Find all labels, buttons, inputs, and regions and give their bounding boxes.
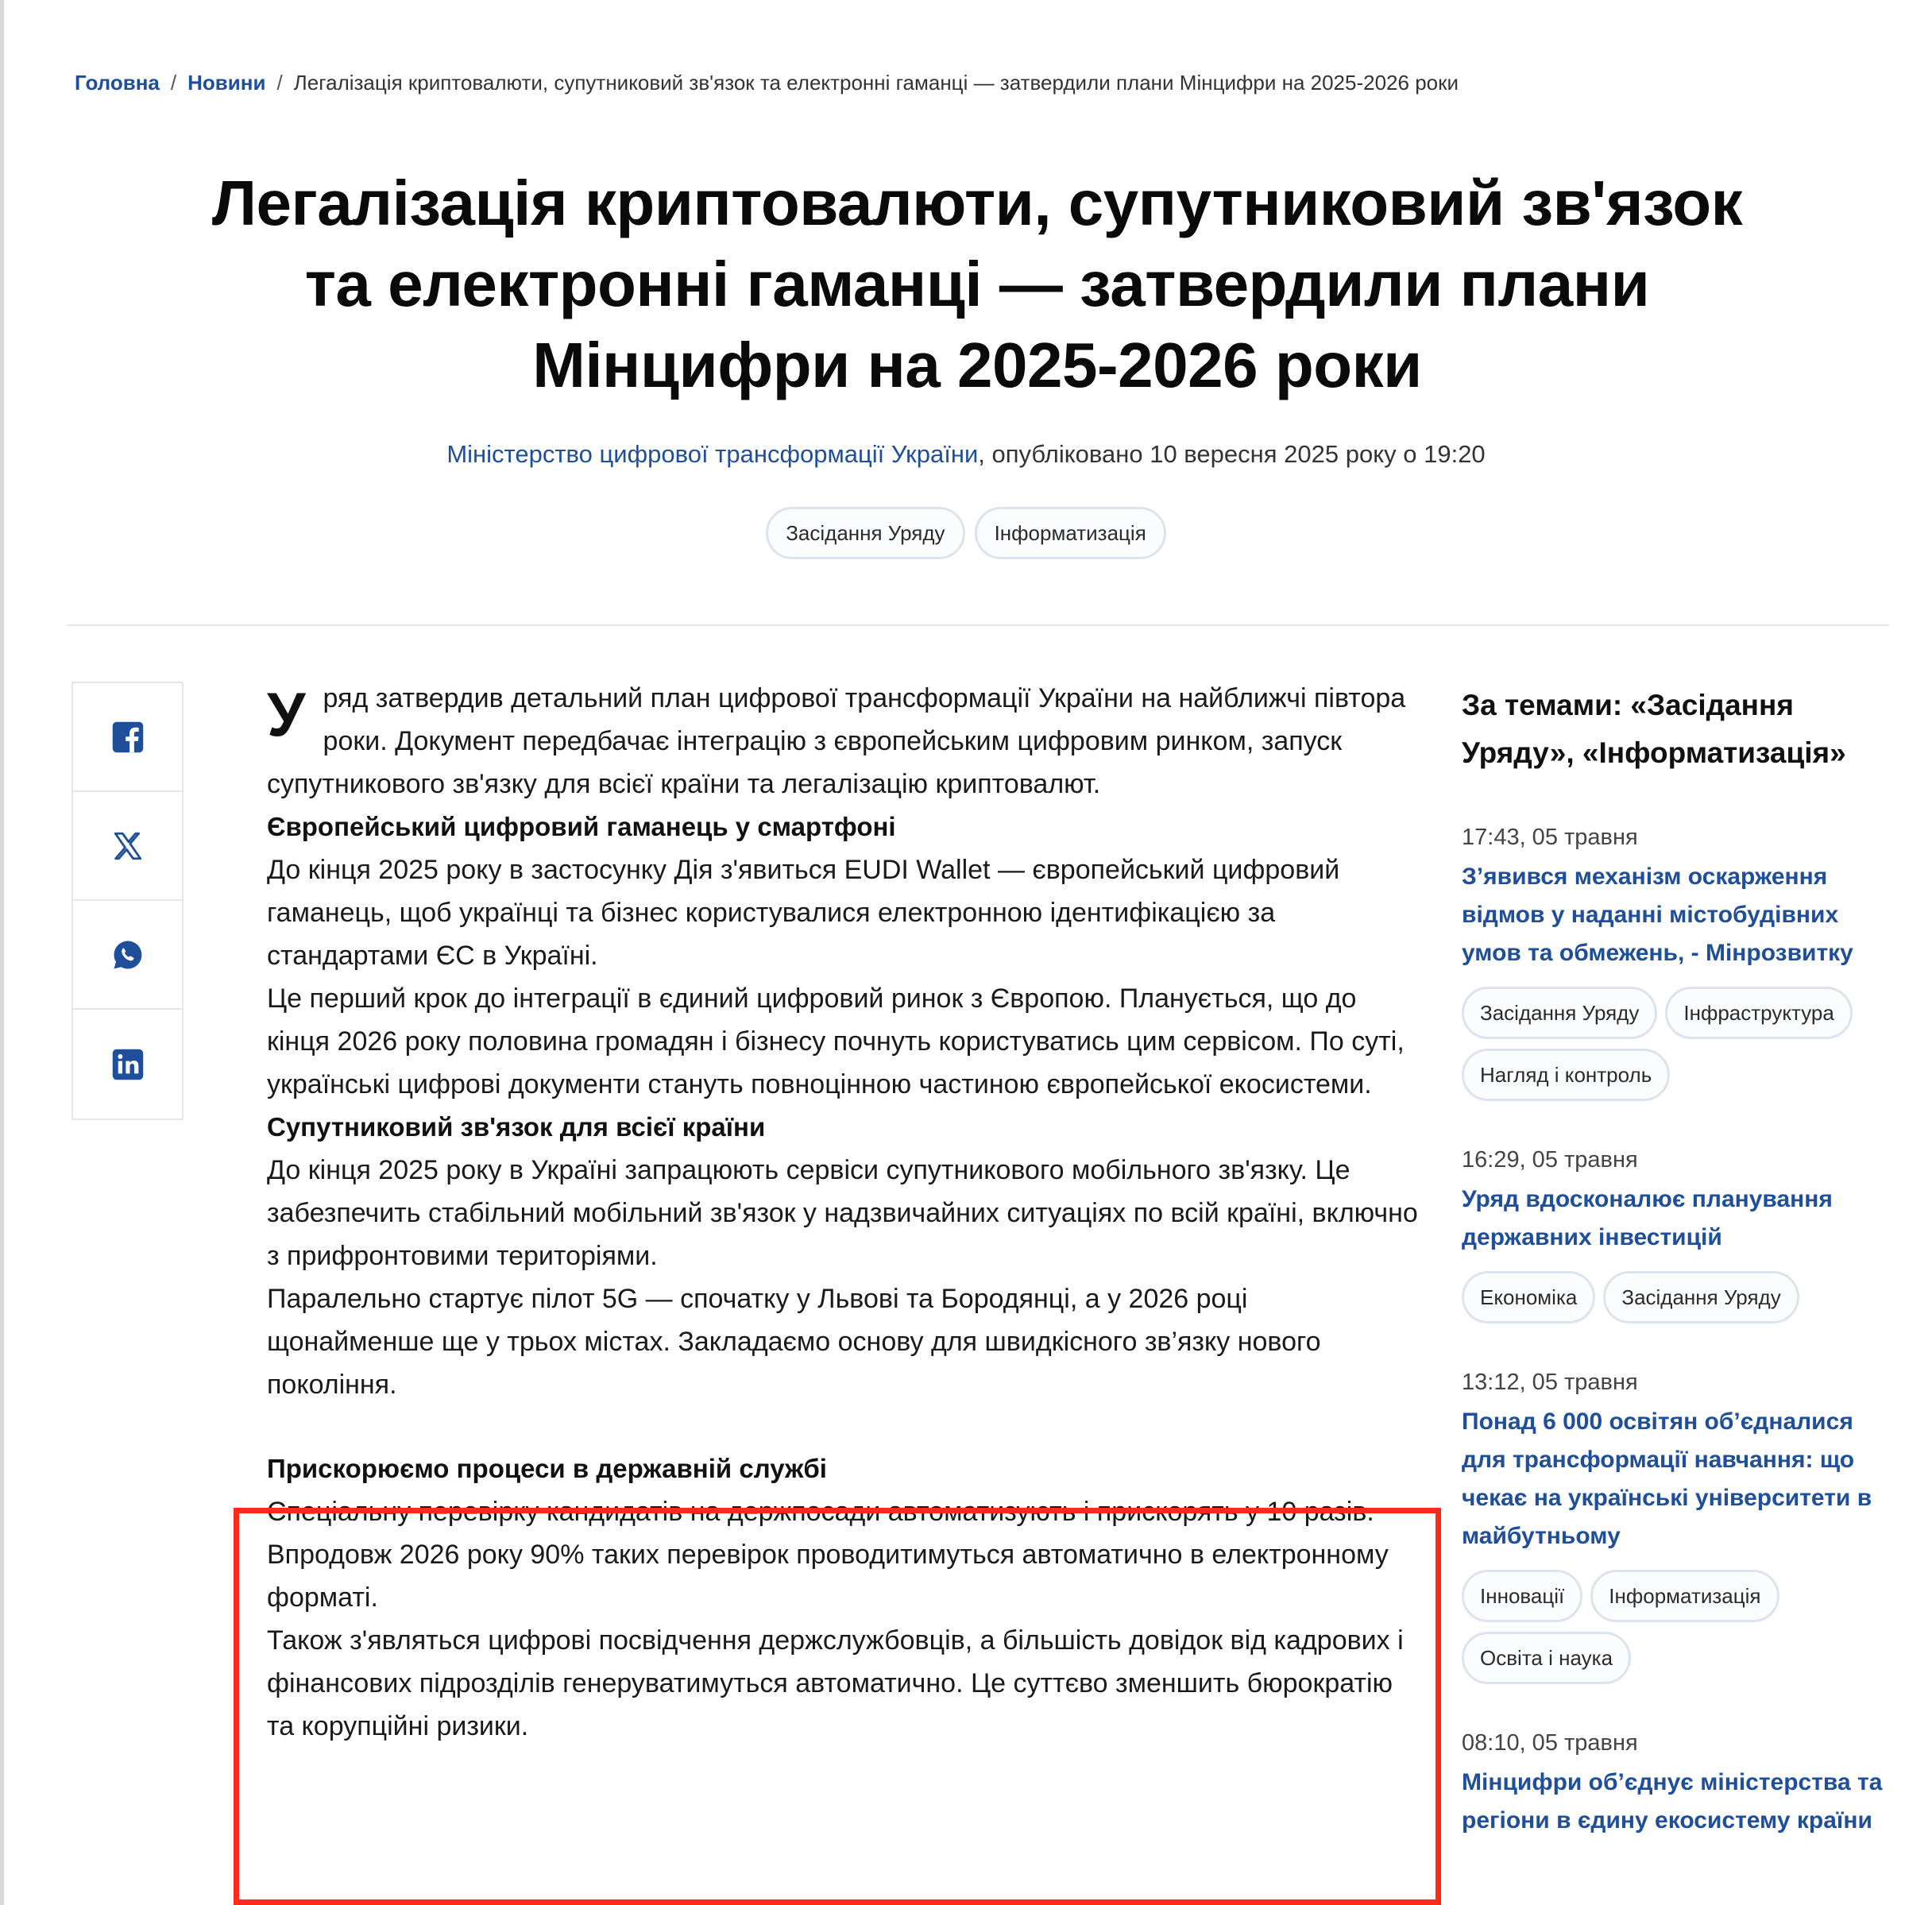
- breadcrumb-home-link[interactable]: Головна: [75, 71, 160, 95]
- section-heading-eudi-wallet: Європейський цифровий гаманець у смартфоні: [267, 812, 896, 841]
- news-tag[interactable]: Інновації: [1462, 1570, 1582, 1622]
- linkedin-icon: [111, 1048, 145, 1081]
- related-news-sidebar: [1462, 682, 1883, 1840]
- tag-zasidannia-uriadu[interactable]: Засідання Уряду: [766, 507, 964, 559]
- page-title: Легалізація криптовалюти, супутниковий зв'язок та електронні гаманці — затвердили плани Мінцифри на 2025-2026 роки: [211, 168, 1743, 400]
- section-paragraph: Це перший крок до інтеграції в єдиний цифровий ринок з Європою. Планується, що до кінця 2026 року половина громадян і бізнесу почнуть користуватись цим сервісом. По суті, українські цифрові документи стануть повноцінною частиною європейської екосистеми.: [267, 983, 1405, 1099]
- news-title-link[interactable]: Мінцифри об’єднує міністерства та регіони в єдину екосистему країни: [1462, 1769, 1883, 1834]
- news-tags: [1462, 1570, 1883, 1684]
- news-item: [1462, 821, 1883, 1101]
- news-title-link[interactable]: Понад 6 000 освітян об’єдналися для трансформації навчання: що чекає на українські університети в майбутньому: [1462, 1408, 1872, 1549]
- author-org-link[interactable]: Міністерство цифрової трансформації України: [446, 440, 979, 468]
- news-item: [1462, 1727, 1883, 1840]
- section-heading-satellite: Супутниковий зв'язок для всієї країни: [267, 1112, 766, 1142]
- share-linkedin-button[interactable]: [73, 1010, 182, 1119]
- divider: [67, 624, 1889, 626]
- breadcrumb-separator: /: [276, 71, 283, 95]
- news-title-link[interactable]: Уряд вдосконалює планування державних інвестицій: [1462, 1186, 1833, 1250]
- share-whatsapp-button[interactable]: [73, 901, 182, 1010]
- breadcrumb-news-link[interactable]: Новини: [187, 71, 266, 95]
- x-twitter-icon: [111, 829, 145, 863]
- highlight-annotation-box: [234, 1508, 1441, 1905]
- section-heading-civil-service: Прискорюємо процеси в державній службі: [267, 1454, 827, 1483]
- news-title-link[interactable]: З’явився механізм оскарження відмов у наданні містобудівних умов та обмежень, - Мінрозвитку: [1462, 864, 1853, 966]
- news-tag[interactable]: Нагляд і контроль: [1462, 1049, 1670, 1101]
- article-intro: [267, 677, 1419, 806]
- share-facebook-button[interactable]: [73, 683, 182, 792]
- news-tags: [1462, 987, 1883, 1101]
- intro-text: ряд затвердив детальний план цифрової трансформації України на найближчі півтора роки. Документ передбачає інтеграцію з європейським цифровим ринком, запуск супутникового зв'язку для всієї країни та легалізацію криптовалют.: [267, 683, 1406, 799]
- news-tag[interactable]: Інфраструктура: [1665, 987, 1852, 1039]
- news-item: [1462, 1366, 1883, 1684]
- tag-informatyzatsiia[interactable]: Інформатизація: [975, 507, 1166, 559]
- news-time: 08:10, 05 травня: [1462, 1730, 1638, 1756]
- section-paragraph: До кінця 2025 року в Україні запрацюють сервіси супутникового мобільного зв'язку. Це забезпечить стабільний мобільний зв'язок у надзвичайних ситуаціях по всій країні, включно з прифронтовими територіями.: [267, 1155, 1418, 1271]
- news-item: [1462, 1144, 1883, 1323]
- whatsapp-icon: [111, 938, 145, 972]
- section-paragraph: Спеціальну перевірку кандидатів на держпосади автоматизують і прискорять у 10 разів. Впродовж 2026 року 90% таких перевірок проводитимуться автоматично в електронному форматі.: [267, 1497, 1389, 1613]
- news-time: 13:12, 05 травня: [1462, 1370, 1638, 1395]
- news-tag[interactable]: Засідання Уряду: [1603, 1271, 1799, 1323]
- section-paragraph: Паралельно стартує пілот 5G — спочатку у Львові та Бородянці, а у 2026 році щонайменше ще у трьох містах. Закладаємо основу для швидкісного зв’язку нового покоління.: [267, 1284, 1321, 1400]
- news-time: 16:29, 05 травня: [1462, 1147, 1638, 1173]
- publish-date: , опубліковано 10 вересня 2025 року о 19:20: [978, 440, 1486, 468]
- breadcrumb-current: Легалізація криптовалюти, супутниковий зв'язок та електронні гаманці — затвердили плани Мінцифри на 2025-2026 роки: [293, 71, 1459, 95]
- left-edge-rule: [0, 0, 4, 1905]
- article-tags: [0, 507, 1932, 559]
- news-time: 17:43, 05 травня: [1462, 825, 1638, 850]
- news-tag[interactable]: Інформатизація: [1590, 1570, 1779, 1622]
- news-tag[interactable]: Економіка: [1462, 1271, 1595, 1323]
- share-panel: [71, 682, 184, 1120]
- section-paragraph: Також з'являться цифрові посвідчення держслужбовців, а більшість довідок від кадрових і фінансових підрозділів генеруватимуться автоматично. Це суттєво зменшить бюрократію та корупційні ризики.: [267, 1625, 1404, 1741]
- dropcap-letter: У: [267, 679, 306, 749]
- sidebar-title: За темами: «Засідання Уряду», «Інформатизація»: [1462, 689, 1846, 769]
- news-tag[interactable]: Засідання Уряду: [1462, 987, 1657, 1039]
- section-paragraph: До кінця 2025 року в застосунку Дія з'явиться EUDI Wallet — європейський цифровий гаманець, щоб українці та бізнес користувалися електронною ідентифікацією за стандартами ЄС в Україні.: [267, 855, 1340, 971]
- news-tags: [1462, 1271, 1883, 1323]
- share-x-button[interactable]: [73, 792, 182, 901]
- breadcrumb: [75, 68, 1459, 97]
- breadcrumb-separator: /: [170, 71, 177, 95]
- facebook-icon: [111, 721, 145, 754]
- news-tag[interactable]: Освіта і наука: [1462, 1632, 1631, 1684]
- article-meta: [0, 439, 1932, 470]
